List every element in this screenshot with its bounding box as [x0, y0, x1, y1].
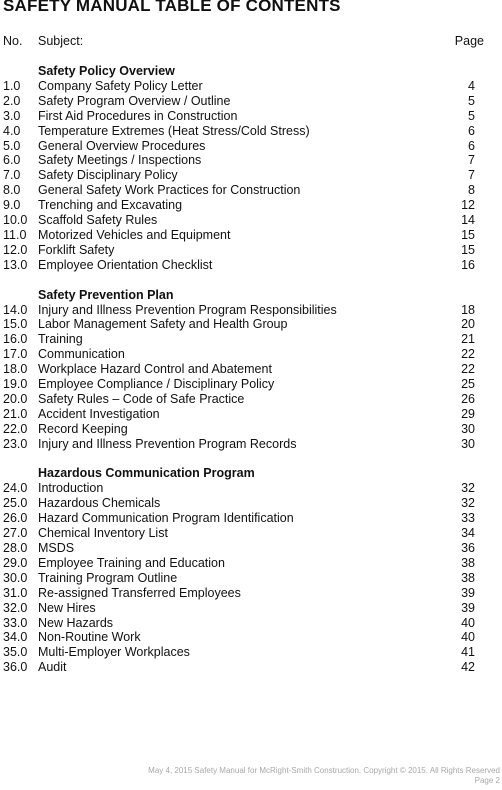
entry-number: 9.0 [3, 198, 21, 213]
entry-subject: First Aid Procedures in Construction [38, 108, 238, 123]
entry-subject: Temperature Extremes (Heat Stress/Cold Stress) [38, 123, 310, 138]
toc-entry [0, 317, 502, 332]
entry-subject: MSDS [38, 541, 75, 556]
entry-page-number: 5 [468, 108, 475, 123]
entry-number: 35.0 [3, 645, 28, 660]
entry-page-number: 38 [461, 555, 475, 570]
toc-entry [0, 392, 502, 407]
entry-subject: Safety Program Overview / Outline [38, 93, 231, 108]
entry-number: 10.0 [3, 213, 28, 228]
entry-subject: Chemical Inventory List [38, 526, 168, 541]
section-heading: Safety Policy Overview [38, 64, 175, 78]
entry-page-number: 22 [461, 362, 475, 377]
entry-page-number: 21 [461, 332, 475, 347]
toc-entry [0, 362, 502, 377]
entry-number: 29.0 [3, 555, 28, 570]
footer-copyright: May 4, 2015 Safety Manual for McRight-Smith Construction. Copyright © 2015. All Rights Reserved [148, 766, 500, 775]
entry-number: 6.0 [3, 153, 21, 168]
entry-page-number: 38 [461, 570, 475, 585]
entry-subject: Safety Disciplinary Policy [38, 168, 178, 183]
entry-page-number: 20 [461, 317, 475, 332]
entry-number: 25.0 [3, 496, 28, 511]
entry-page-number: 26 [461, 391, 475, 406]
entry-page-number: 33 [461, 511, 475, 526]
entry-page-number: 25 [461, 377, 475, 392]
column-header-row [0, 34, 502, 50]
entry-page-number: 6 [468, 138, 475, 153]
entry-subject: Training [38, 332, 83, 347]
entry-page-number: 32 [461, 496, 475, 511]
entry-subject: New Hires [38, 600, 96, 615]
toc-entry [0, 526, 502, 541]
entry-page-number: 42 [461, 660, 475, 675]
entry-subject: General Overview Procedures [38, 138, 206, 153]
page-footer [60, 766, 500, 786]
entry-number: 3.0 [3, 108, 21, 123]
toc-entry [0, 616, 502, 631]
entry-number: 28.0 [3, 541, 28, 556]
toc-entry [0, 139, 502, 154]
entry-number: 1.0 [3, 79, 21, 93]
entry-page-number: 40 [461, 615, 475, 630]
toc-entry [0, 79, 502, 94]
toc-entry [0, 347, 502, 362]
entry-number: 13.0 [3, 257, 28, 272]
table-of-contents [0, 64, 502, 675]
column-header-subject: Subject: [38, 34, 84, 48]
entry-number: 11.0 [3, 227, 27, 242]
entry-number: 7.0 [3, 168, 21, 183]
entry-number: 21.0 [3, 406, 28, 421]
footer-page-number: Page 2 [474, 776, 500, 785]
entry-page-number: 15 [461, 227, 475, 242]
entry-subject: New Hazards [38, 615, 114, 630]
entry-number: 30.0 [3, 570, 28, 585]
entry-number: 14.0 [3, 302, 28, 317]
entry-subject: Injury and Illness Prevention Program Records [38, 436, 297, 451]
entry-number: 12.0 [3, 242, 28, 257]
entry-page-number: 16 [461, 257, 475, 272]
toc-section [0, 466, 502, 675]
entry-page-number: 29 [461, 406, 475, 421]
entry-subject: Forklift Safety [38, 242, 115, 257]
entry-page-number: 15 [461, 242, 475, 257]
entry-page-number: 41 [461, 645, 475, 660]
entry-subject: Introduction [38, 481, 104, 496]
toc-entry [0, 645, 502, 660]
entry-number: 17.0 [3, 347, 28, 362]
entry-subject: Hazardous Chemicals [38, 496, 161, 511]
entry-page-number: 7 [468, 168, 475, 183]
toc-section [0, 288, 502, 452]
toc-entry [0, 556, 502, 571]
entry-page-number: 7 [468, 153, 475, 168]
toc-entry [0, 243, 502, 258]
entry-subject: Company Safety Policy Letter [38, 79, 203, 93]
toc-entry [0, 228, 502, 243]
entry-subject: Non-Routine Work [38, 630, 141, 645]
toc-entry [0, 407, 502, 422]
entry-subject: Safety Rules – Code of Safe Practice [38, 391, 245, 406]
entry-number: 34.0 [3, 630, 28, 645]
entry-subject: Injury and Illness Prevention Program Responsibilities [38, 302, 337, 317]
entry-number: 26.0 [3, 511, 28, 526]
entry-page-number: 36 [461, 541, 475, 556]
entry-page-number: 5 [468, 93, 475, 108]
entry-number: 23.0 [3, 436, 28, 451]
toc-entry [0, 258, 502, 273]
toc-entry [0, 660, 502, 675]
entry-page-number: 4 [468, 79, 475, 93]
entry-subject: Training Program Outline [38, 570, 178, 585]
toc-entry [0, 586, 502, 601]
toc-entry [0, 168, 502, 183]
entry-number: 22.0 [3, 421, 28, 436]
entry-page-number: 34 [461, 526, 475, 541]
entry-number: 33.0 [3, 615, 28, 630]
entry-number: 2.0 [3, 93, 21, 108]
entry-subject: Employee Compliance / Disciplinary Policy [38, 377, 275, 392]
entry-page-number: 40 [461, 630, 475, 645]
entry-page-number: 32 [461, 481, 475, 496]
entry-subject: Workplace Hazard Control and Abatement [38, 362, 272, 377]
document-title: SAFETY MANUAL TABLE OF CONTENTS [3, 0, 341, 15]
toc-entry [0, 511, 502, 526]
entry-page-number: 30 [461, 421, 475, 436]
entry-subject: Multi-Employer Workplaces [38, 645, 190, 660]
entry-page-number: 12 [461, 198, 475, 213]
entry-number: 16.0 [3, 332, 28, 347]
toc-entry [0, 437, 502, 452]
entry-number: 5.0 [3, 138, 21, 153]
entry-subject: Scaffold Safety Rules [38, 213, 158, 228]
entry-number: 31.0 [3, 585, 28, 600]
entry-subject: Employee Training and Education [38, 555, 225, 570]
toc-entry [0, 541, 502, 556]
entry-subject: Record Keeping [38, 421, 128, 436]
entry-subject: Labor Management Safety and Health Group [38, 317, 288, 332]
entry-page-number: 18 [461, 302, 475, 317]
toc-entry [0, 109, 502, 124]
toc-entry [0, 198, 502, 213]
entry-number: 24.0 [3, 481, 28, 496]
column-header-page: Page [454, 34, 484, 48]
entry-number: 32.0 [3, 600, 28, 615]
toc-entry [0, 601, 502, 616]
entry-number: 15.0 [3, 317, 28, 332]
entry-number: 4.0 [3, 123, 21, 138]
toc-entry [0, 124, 502, 139]
entry-subject: Communication [38, 347, 125, 362]
toc-entry [0, 303, 502, 318]
toc-section [0, 64, 502, 273]
toc-entry [0, 571, 502, 586]
entry-subject: Employee Orientation Checklist [38, 257, 213, 272]
entry-page-number: 14 [461, 213, 475, 228]
entry-number: 36.0 [3, 660, 28, 675]
toc-entry [0, 153, 502, 168]
toc-entry [0, 183, 502, 198]
entry-page-number: 22 [461, 347, 475, 362]
toc-entry [0, 377, 502, 392]
entry-subject: Accident Investigation [38, 406, 160, 421]
entry-number: 27.0 [3, 526, 28, 541]
entry-subject: Hazard Communication Program Identification [38, 511, 294, 526]
entry-subject: Trenching and Excavating [38, 198, 183, 213]
entry-number: 20.0 [3, 391, 28, 406]
toc-entry [0, 94, 502, 109]
entry-page-number: 39 [461, 585, 475, 600]
section-heading: Safety Prevention Plan [38, 287, 174, 302]
entry-page-number: 6 [468, 123, 475, 138]
entry-number: 19.0 [3, 377, 28, 392]
entry-subject: Safety Meetings / Inspections [38, 153, 202, 168]
toc-entry [0, 213, 502, 228]
entry-page-number: 8 [468, 183, 475, 198]
entry-number: 8.0 [3, 183, 21, 198]
entry-subject: General Safety Work Practices for Construction [38, 183, 301, 198]
column-header-no: No. [3, 34, 23, 48]
toc-entry [0, 496, 502, 511]
toc-entry [0, 332, 502, 347]
toc-entry [0, 630, 502, 645]
entry-subject: Motorized Vehicles and Equipment [38, 227, 231, 242]
entry-number: 18.0 [3, 362, 28, 377]
entry-subject: Re-assigned Transferred Employees [38, 585, 241, 600]
toc-entry [0, 481, 502, 496]
entry-page-number: 30 [461, 436, 475, 451]
toc-entry [0, 422, 502, 437]
section-heading: Hazardous Communication Program [38, 466, 255, 481]
entry-page-number: 39 [461, 600, 475, 615]
entry-subject: Audit [38, 660, 67, 675]
